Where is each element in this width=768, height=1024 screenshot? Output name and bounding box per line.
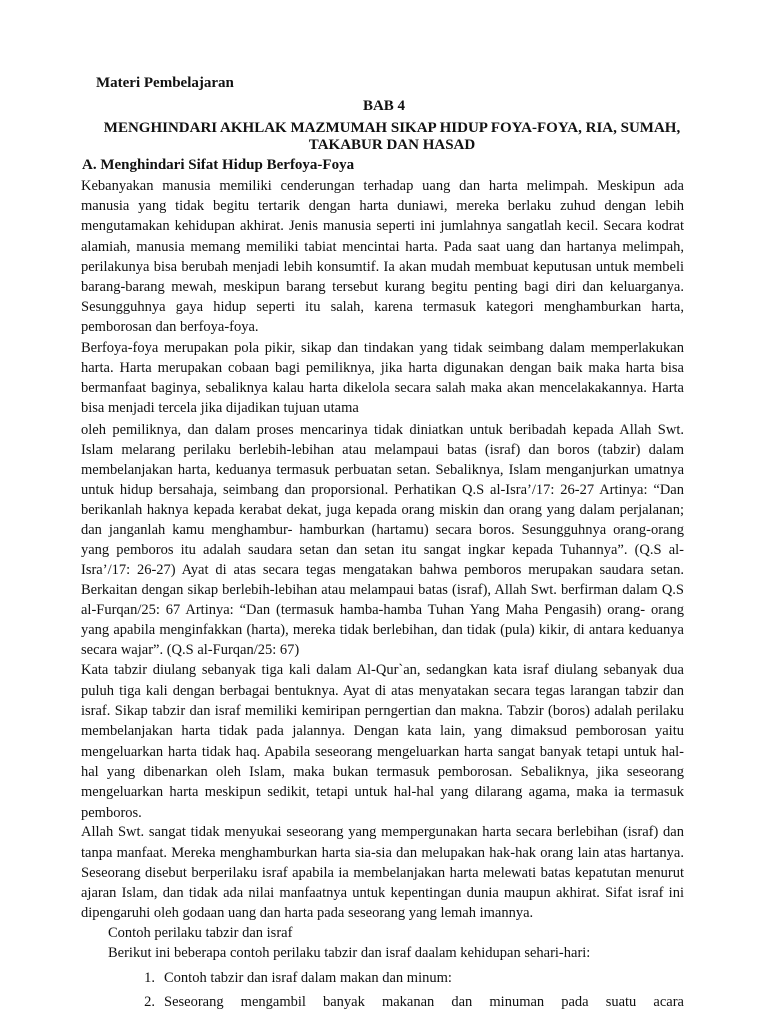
paragraph: Kata tabzir diulang sebanyak tiga kali dalam Al-Qur`an, sedangkan kata israf diulang sebanyak dua puluh tiga kali dengan berbagai bentuknya. Ayat di atas menyatakan secara tegas larangan tabzir dan israf. Sikap tabzir dan israf memiliki kemiripan perngertian dan makna. Tabzir (boros) adalah perilaku membelanjakan harta tidak pada jalannya. Dengan kata lain, yang dimaksud pemborosan yaitu mengeluarkan harta tidak haq. Apabila seseorang mengeluarkan harta sangat banyak tetapi untuk hal-hal yang dibenarkan oleh Islam, maka bukan termasuk pemborosan. Sebaliknya, jika seseorang mengeluarkan harta meskipun sedikit, tetapi untuk hal-hal yang dilarang agama, maka ia termasuk pemboros. [81, 662, 684, 821]
list-item-text: Contoh tabzir dan israf dalam makan dan minum: [164, 970, 452, 986]
list-number: 1. [144, 970, 155, 986]
materi-heading: Materi Pembelajaran [96, 75, 234, 91]
paragraph: Allah Swt. sangat tidak menyukai seseorang yang mempergunakan harta secara berlebihan (israf) dan tanpa manfaat. Mereka menghamburkan harta sia-sia dan melupakan hak-hak orang lain atas hartanya. Seseorang disebut berperilaku israf apabila ia membelanjakan harta melewati batas kepatutan menurut ajaran Islam, dan tidak ada nilai manfaatnya untuk kepentingan dunia maupun akhirat. Sifat israf ini dipengaruhi oleh godaan uang dan harta pada seseorang yang lemah imannya. [81, 824, 684, 922]
paragraph: Berfoya-foya merupakan pola pikir, sikap dan tindakan yang tidak seimbang dalam memperlakukan harta. Harta merupakan cobaan bagi pemiliknya, jika harta digunakan dengan baik maka harta bisa bermanfaat baginya, sebaliknya kalau harta dikelola secara salah maka akan mencelakakannya. Harta bisa menjadi tercela jika dijadikan tujuan utama [81, 339, 684, 417]
chapter-label: BAB 4 [362, 98, 406, 114]
chapter-title: MENGHINDARI AKHLAK MAZMUMAH SIKAP HIDUP FOYA-FOYA, RIA, SUMAH, TAKABUR DAN HASAD [103, 120, 681, 153]
paragraph: oleh pemiliknya, dan dalam proses mencarinya tidak diniatkan untuk beribadah kepada Allah Swt. Islam melarang perilaku berlebih-lebihan atau melampaui batas (israf) dan boros (tabzir) dalam membelanjakan harta, keduanya termasuk perbuatan setan. Sebaliknya, Islam menganjurkan umatnya untuk hidup bersahaja, seimbang dan proporsional. Perhatikan Q.S al-Isra’/17: 26-27 Artinya: “Dan berikanlah haknya kepada kerabat dekat, juga kepada orang miskin dan orang yang dalam perjalanan; dan janganlah kamu menghambur- hamburkan (hartamu) secara boros. Sesungguhnya orang-orang yang pemboros itu adalah saudara setan dan setan itu sangat ingkar kepada Tuhannya”. (Q.S al-Isra’/17: 26-27) Ayat di atas secara tegas mengatakan bahwa pemboros merupakan saudara setan. Berkaitan dengan sikap berlebih-lebihan atau melampaui batas (israf), Allah Swt. berfirman dalam Q.S al-Furqan/25: 67 Artinya: “Dan (termasuk hamba-hamba Tuhan Yang Maha Pengasih) orang- orang yang apabila menginfakkan (harta), mereka tidak berlebihan, dan tidak (pula) kikir, di antara keduanya secara wajar”. (Q.S al-Furqan/25: 67) [81, 422, 684, 659]
examples-list [81, 966, 684, 1014]
list-item [81, 966, 684, 990]
list-item-text: Seseorang mengambil banyak makanan dan minuman pada suatu acara [164, 994, 684, 1010]
examples-intro: Berikut ini beberapa contoh perilaku tabzir dan israf daalam kehidupan sehari-hari: [108, 945, 591, 962]
examples-subheading: Contoh perilaku tabzir dan israf [108, 925, 293, 942]
paragraph: Kebanyakan manusia memiliki cenderungan terhadap uang dan harta melimpah. Meskipun ada manusia yang tidak begitu tertarik dengan harta duniawi, mereka berlaku zuhud dengan lebih mengutamakan kehidupan akhirat. Jenis manusia seperti ini jumlahnya sangatlah kecil. Secara kodrat alamiah, manusia memang memiliki tabiat mencintai harta. Pada saat uang dan hartanya melimpah, perilakunya bisa berubah menjadi lebih konsumtif. Ia akan mudah membuat keputusan untuk membeli barang-barang mewah, meskipun barang tersebut kurang begitu penting bagi diri dan keluarganya. Sesungguhnya gaya hidup seperti itu salah, karena termasuk kategori menghamburkan harta, pemborosan dan berfoya-foya. [81, 178, 684, 336]
list-number: 2. [144, 994, 155, 1010]
section-heading: A. Menghindari Sifat Hidup Berfoya-Foya [82, 157, 355, 173]
list-item [81, 990, 684, 1014]
body-text [81, 176, 684, 963]
